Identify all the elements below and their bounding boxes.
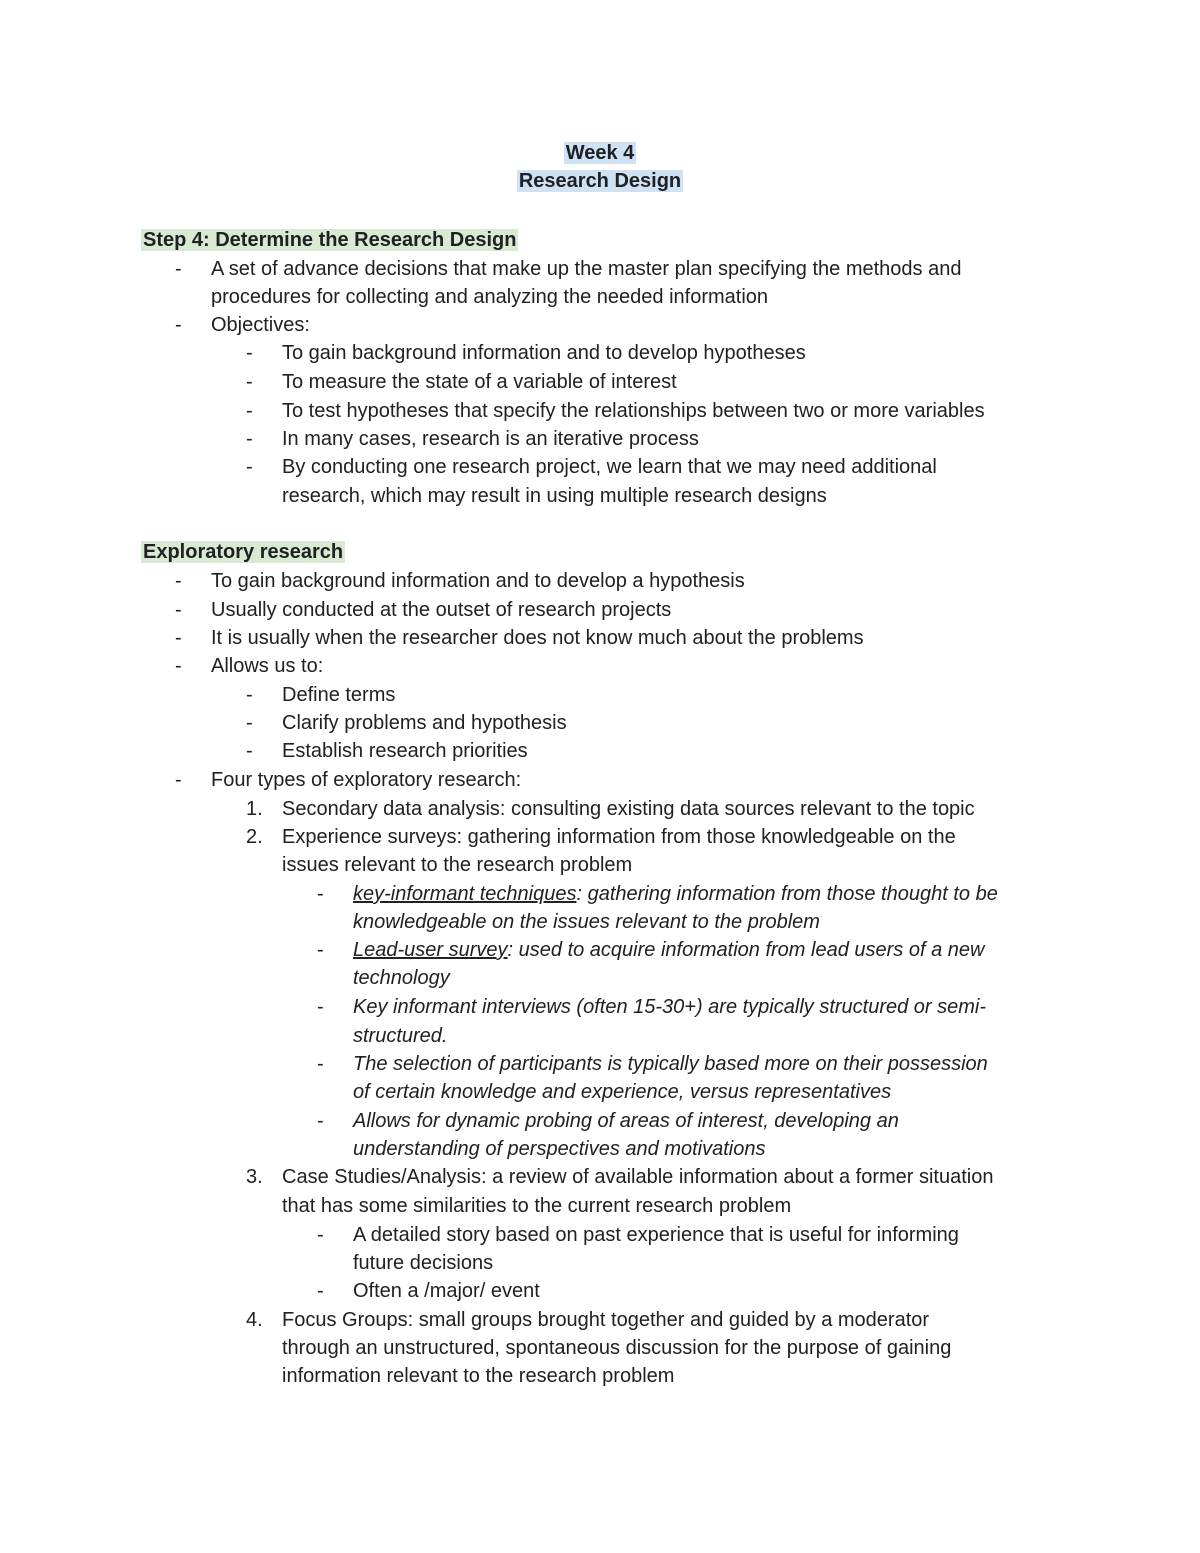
list-item: technology: [353, 967, 450, 989]
bullet-dash: -: [246, 684, 253, 706]
list-item: of certain knowledge and experience, versus representatives: [353, 1081, 892, 1103]
list-item: Define terms: [282, 684, 396, 706]
section-heading-exploratory: Exploratory research: [143, 541, 344, 563]
list-item: Allows for dynamic probing of areas of interest, developing an: [353, 1110, 899, 1132]
bullet-dash: -: [246, 456, 253, 478]
bullet-dash: -: [317, 996, 324, 1018]
list-item: Clarify problems and hypothesis: [282, 712, 567, 734]
bullet-dash: -: [246, 740, 253, 762]
list-item: knowledgeable on the issues relevant to the problem: [353, 911, 820, 933]
list-item: Four types of exploratory research:: [211, 769, 522, 791]
section-heading-step4: Step 4: Determine the Research Design: [143, 229, 517, 251]
list-item: research, which may result in using multiple research designs: [282, 485, 827, 507]
page-title: Research Design: [518, 170, 682, 192]
bullet-dash: -: [317, 939, 324, 961]
list-item: To gain background information and to develop a hypothesis: [211, 570, 745, 592]
bullet-dash: -: [175, 314, 182, 336]
term-lead-user: Lead-user survey: [353, 939, 508, 961]
bullet-dash: -: [246, 371, 253, 393]
list-item: Case Studies/Analysis: a review of available information about a former situation: [282, 1166, 994, 1188]
list-item: Focus Groups: small groups brought together and guided by a moderator: [282, 1309, 930, 1331]
list-item: To test hypotheses that specify the relationships between two or more variables: [282, 400, 985, 422]
term-definition: : gathering information from those thought to be: [576, 883, 998, 905]
list-item: Establish research priorities: [282, 740, 528, 762]
list-item: Usually conducted at the outset of research projects: [211, 599, 672, 621]
list-item: In many cases, research is an iterative process: [282, 428, 699, 450]
bullet-dash: -: [246, 428, 253, 450]
bullet-dash: -: [175, 570, 182, 592]
list-item: through an unstructured, spontaneous discussion for the purpose of gaining: [282, 1337, 952, 1359]
bullet-dash: -: [317, 1053, 324, 1075]
list-item: [353, 882, 998, 906]
list-item: Key informant interviews (often 15-30+) are typically structured or semi-: [353, 996, 987, 1018]
list-item: that has some similarities to the current research problem: [282, 1195, 792, 1217]
list-item: A detailed story based on past experience that is useful for informing: [353, 1224, 959, 1246]
list-item: Allows us to:: [211, 655, 324, 677]
list-item: information relevant to the research problem: [282, 1365, 675, 1387]
list-item: Secondary data analysis: consulting existing data sources relevant to the topic: [282, 798, 975, 820]
bullet-dash: -: [246, 400, 253, 422]
list-item: Objectives:: [211, 314, 310, 336]
list-item: To gain background information and to develop hypotheses: [282, 342, 806, 364]
list-number: 2.: [246, 826, 263, 848]
list-item: [353, 938, 984, 962]
bullet-dash: -: [175, 655, 182, 677]
bullet-dash: -: [317, 1224, 324, 1246]
bullet-dash: -: [175, 769, 182, 791]
list-item: understanding of perspectives and motivations: [353, 1138, 766, 1160]
list-item: By conducting one research project, we learn that we may need additional: [282, 456, 937, 478]
bullet-dash: -: [317, 1110, 324, 1132]
bullet-dash: -: [175, 258, 182, 280]
bullet-dash: -: [175, 599, 182, 621]
list-item: Experience surveys: gathering information from those knowledgeable on the: [282, 826, 956, 848]
list-item: A set of advance decisions that make up the master plan specifying the methods and: [211, 258, 962, 280]
bullet-dash: -: [317, 1280, 324, 1302]
term-key-informant: key-informant techniques: [353, 883, 577, 905]
list-item: Often a /major/ event: [353, 1280, 540, 1302]
bullet-dash: -: [175, 627, 182, 649]
term-definition: : used to acquire information from lead users of a new: [507, 939, 985, 961]
list-item: future decisions: [353, 1252, 494, 1274]
list-item: It is usually when the researcher does not know much about the problems: [211, 627, 864, 649]
list-number: 3.: [246, 1166, 263, 1188]
bullet-dash: -: [246, 342, 253, 364]
list-item: procedures for collecting and analyzing the needed information: [211, 286, 769, 308]
bullet-dash: -: [317, 883, 324, 905]
week-label: Week 4: [565, 142, 635, 164]
bullet-dash: -: [246, 712, 253, 734]
list-item: The selection of participants is typically based more on their possession: [353, 1053, 988, 1075]
list-number: 1.: [246, 798, 263, 820]
list-item: To measure the state of a variable of interest: [282, 371, 677, 393]
list-item: structured.: [353, 1025, 448, 1047]
list-item: issues relevant to the research problem: [282, 854, 633, 876]
list-number: 4.: [246, 1309, 263, 1331]
